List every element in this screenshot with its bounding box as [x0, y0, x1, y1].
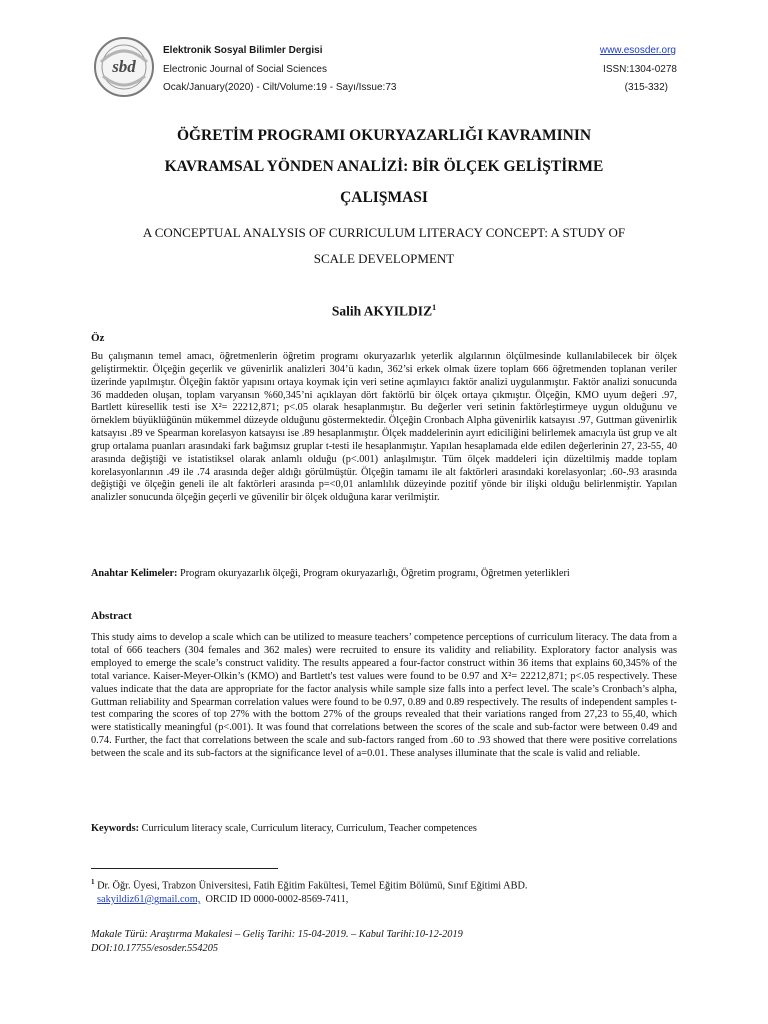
oz-text: Bu çalışmanın temel amacı, öğretmenlerin öğretim programı okuryazarlık yeterlik algılarının ölçülmesinde kullanılabilecek bir ölçek geliştirmektir. Ölçeğin geçerlik ve güvenirlik analizleri 304’ü kadın, 362’si erkek olmak üzere toplam 666 öğretmenden toplanan veriler üzerinde yapılmıştır. Ölçeğin faktör yapısını ortaya koymak için veri setine açımlayıcı faktör analizi uygulanmıştır. Faktör analizi sonucunda 36 maddeden oluşan, toplam varyansın %60,345’ni açıklayan dört faktörlü bir ölçek ortaya çıkmıştır. Ölçeğin, KMO uyum değeri .97, Bartlett küresellik testi ise X²= 22212,871; p<.05 olarak hesaplanmıştır. Bu değerler veri setinin faktörleştirmeye uygun olduğunu ve örneklem büyüklüğünün mükemmel düzeyde olduğunu göstermektedir. Ölçeğin Cronbach Alpha güvenirlik katsayısı .97, Guttman güvenirlik katsayısı .89 ve Spearman korelasyon katsayısı ise .89 hesaplanmıştır. Ölçek maddelerinin ayırt ediciliğini belirlemek amacıyla üst grup ve alt grup ortalama puanları arasındaki fark bağımsız gruplar t-testi ile hesaplanmıştır. Yapılan hesaplamada elde edilen değerlerinin 27, 23-55, 40 arasında değiştiği ve istatistiksel olarak anlamlı olduğu (p<.001) anlaşılmıştır. Tüm ölçek maddeleri için düzeltilmiş madde toplam korelasyonlarının .49 ile .74 arasında değer aldığı görülmüştür. Ölçeğin tamamı ile alt faktörleri arasındaki korelasyonlar; .60-.93 arasında değiştiği ve ölçeğin geneli ile alt faktörleri arasında p=<0,01 anlamlılık düzeyinde pozitif yönde bir ilişki olduğu belirlenmiştir. Yapılan analizler sonucunda ölçeğin geçerli ve güvenilir bir ölçek olduğuna karar verilmiştir. — [91, 351, 677, 504]
title-en-line-2: SCALE DEVELOPMENT — [313, 251, 455, 266]
title-tr-line-3: ÇALIŞMASI — [340, 189, 428, 206]
footnote-divider — [91, 868, 278, 869]
journal-name-tr: Elektronik Sosyal Bilimler Dergisi — [163, 45, 323, 56]
page-range: (315-332) — [624, 82, 668, 93]
author-footnote-mark: 1 — [432, 303, 437, 312]
keywords-turkish — [91, 568, 677, 581]
keywords-en-text: Curriculum literacy scale, Curriculum literacy, Curriculum, Teacher competences — [141, 823, 477, 834]
issn: ISSN:1304-0278 — [603, 64, 677, 75]
title-english — [90, 220, 678, 272]
abstract-text: This study aims to develop a scale which can be utilized to measure teachers’ competence perceptions of curriculum literacy. The data from a total of 666 teachers (304 females and 362 males) were recruited to ensure its validity and reliability. Exploratory factor analysis was employed to emerge the scale’s construct validity. The results appeared a four-factor construct within 36 items that explains 60,345% of the total variance. Kaiser-Meyer-Olkin’s (KMO) and Bartlett's test values were found to be 0.97 and X²= 22212,871; p<.05 respectively. These values indicate that the data are appropriate for the factor analysis while sample size falls into a perfect level. The scale’s Cronbach’s alpha, Guttman reliability and Spearman correlation values were found to be 0.97, 0.89 and 0.89 respectively. The results of independent samples t-test comparing the scores of top 27% with the bottom 27% of the groups revealed that their variations ranged from 27,23 to 55,40, which were statistically meaningful (p<.001). It was found that correlations between the scores of the scale and sub-factor were between 0.49 and 0.74. Further, the fact that correlations between the scale and sub-factors ranged from .60 to .93 showed that there were positive correlations between the scale and its sub-factors at the significance level of a=0.01. These analyses illuminate that the scale is valid and reliable. — [91, 632, 677, 760]
footnote-affiliation: Dr. Öğr. Üyesi, Trabzon Üniversitesi, Fatih Eğitim Fakültesi, Temel Eğitim Bölümü, Sınıf Eğitimi ABD. — [97, 880, 528, 892]
keywords-tr-text: Program okuryazarlık ölçeği, Program okuryazarlığı, Öğretim programı, Öğretmen yeterlikleri — [180, 568, 570, 579]
keywords-tr-label: Anahtar Kelimeler: — [91, 568, 178, 579]
title-turkish — [90, 120, 678, 213]
issue-info: Ocak/January(2020) - Cilt/Volume:19 - Sayı/Issue:73 — [163, 82, 397, 93]
keywords-en-label: Keywords: — [91, 823, 140, 834]
title-en-line-1: A CONCEPTUAL ANALYSIS OF CURRICULUM LITERACY CONCEPT: A STUDY OF — [142, 225, 626, 240]
oz-heading: Öz — [91, 332, 105, 344]
article-dates: Makale Türü: Araştırma Makalesi – Geliş Tarihi: 15-04-2019. – Kabul Tarihi:10-12-2019 — [91, 929, 463, 940]
title-tr-line-1: ÖĞRETİM PROGRAMI OKURYAZARLIĞI KAVRAMININ — [176, 127, 592, 144]
footnote — [91, 876, 677, 906]
author-email-link[interactable]: sakyildiz61@gmail.com, — [97, 893, 201, 905]
author-name: Salih AKYILDIZ — [331, 303, 433, 319]
footnote-mark: 1 — [91, 878, 95, 886]
journal-name-en: Electronic Journal of Social Sciences — [163, 64, 327, 75]
logo-text: sbd — [112, 57, 136, 76]
title-tr-line-2: KAVRAMSAL YÖNDEN ANALİZİ: BİR ÖLÇEK GELİŞTİRME — [164, 158, 604, 175]
author — [90, 303, 678, 320]
article-doi: DOI:10.17755/esosder.554205 — [91, 943, 218, 954]
journal-logo — [93, 36, 155, 98]
author-orcid: ORCID ID 0000-0002-8569-7411, — [205, 893, 349, 905]
journal-url-link[interactable]: www.esosder.org — [599, 45, 676, 56]
keywords-english — [91, 823, 677, 836]
abstract-heading: Abstract — [91, 610, 132, 622]
